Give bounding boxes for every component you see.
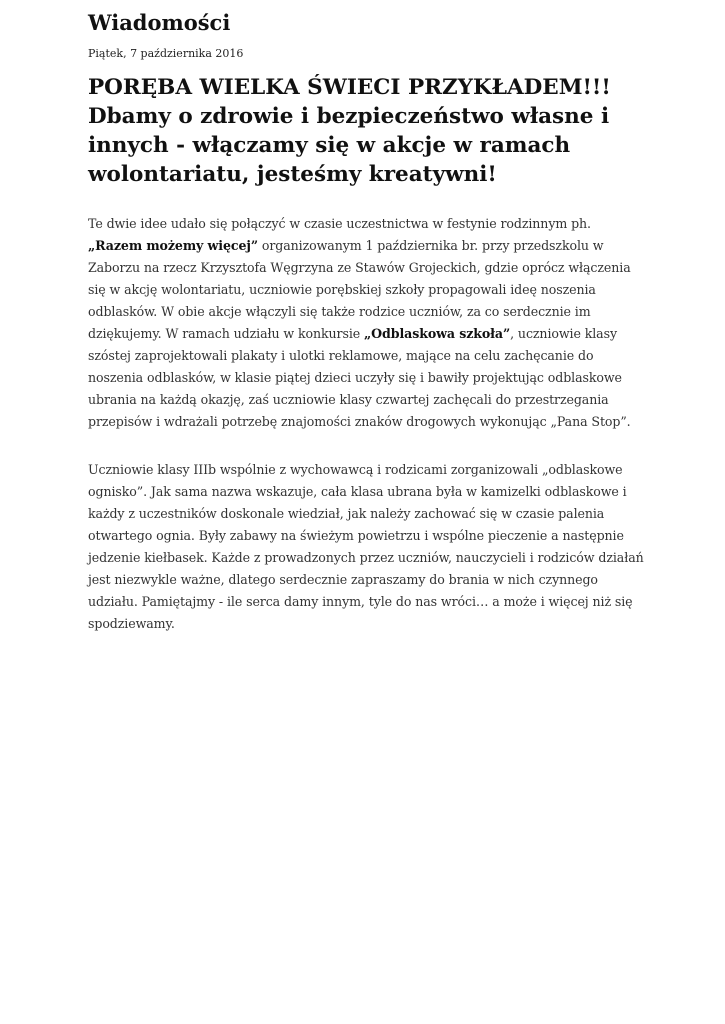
paragraph-1-text-c: organizowanym 1 października br. przy przedszkolu w Zaborzu na rzecz Krzysztofa Węgrzyna ze Stawów Grojeckich, gdzie oprócz włączenia się w akcję wolontariatu, uczniowie porębskiej szkoły propagowali ideę noszenia odblasków. W obie akcje włączyli się także rodzice uczniów, za co serdecznie im dziękujemy. W ramach udziału w konkursie: [88, 238, 631, 341]
paragraph-2: Uczniowie klasy IIIb wspólnie z wychowawcą i rodzicami zorganizowali „odblaskowe ognisko”. Jak sama nazwa wskazuje, cała klasa ubrana była w kamizelki odblaskowe i każdy z uczestników doskonale wiedział, jak należy zachować się w czasie palenia otwartego ognia. Były zabawy na świeżym powietrzu i wspólne pieczenie a następnie jedzenie kiełbasek. Każde z prowadzonych przez uczniów, nauczycieli i rodziców działań jest niezwykle ważne, dlatego serdecznie zapraszamy do brania w nich czynnego udziału. Pamiętajmy - ile serca damy innym, tyle do nas wróci… a może i więcej niż się spodziewamy.: [88, 462, 644, 631]
post-body: [88, 213, 648, 635]
event-name: „Razem możemy więcej”: [88, 238, 258, 253]
contest-name: „Odblaskowa szkoła”: [364, 326, 511, 341]
paragraph-1-text-e: , uczniowie klasy szóstej zaprojektowali plakaty i ulotki reklamowe, mające na celu zachęcanie do noszenia odblasków, w klasie piątej dzieci uczyły się i bawiły projektując odblaskowe ubrania na każdą okazję, zaś uczniowie klasy czwartej zachęcali do przestrzegania przepisów i wdrażali potrzebę znajomości znaków drogowych wykonując „Pana Stop”.: [88, 326, 631, 429]
article-page: [88, 0, 648, 661]
site-title: Wiadomości: [88, 10, 231, 35]
paragraph-1-text-a: Te dwie idee udało się połączyć w czasie uczestnictwa w festynie rodzinnym ph.: [88, 216, 591, 231]
paragraph-1: [88, 213, 648, 433]
post-title: PORĘBA WIELKA ŚWIECI PRZYKŁADEM!!! Dbamy o zdrowie i bezpieczeństwo własne i innych - włączamy się w akcje w ramach wolontariatu, jesteśmy kreatywni!: [88, 75, 611, 187]
post-date: Piątek, 7 października 2016: [88, 47, 244, 60]
